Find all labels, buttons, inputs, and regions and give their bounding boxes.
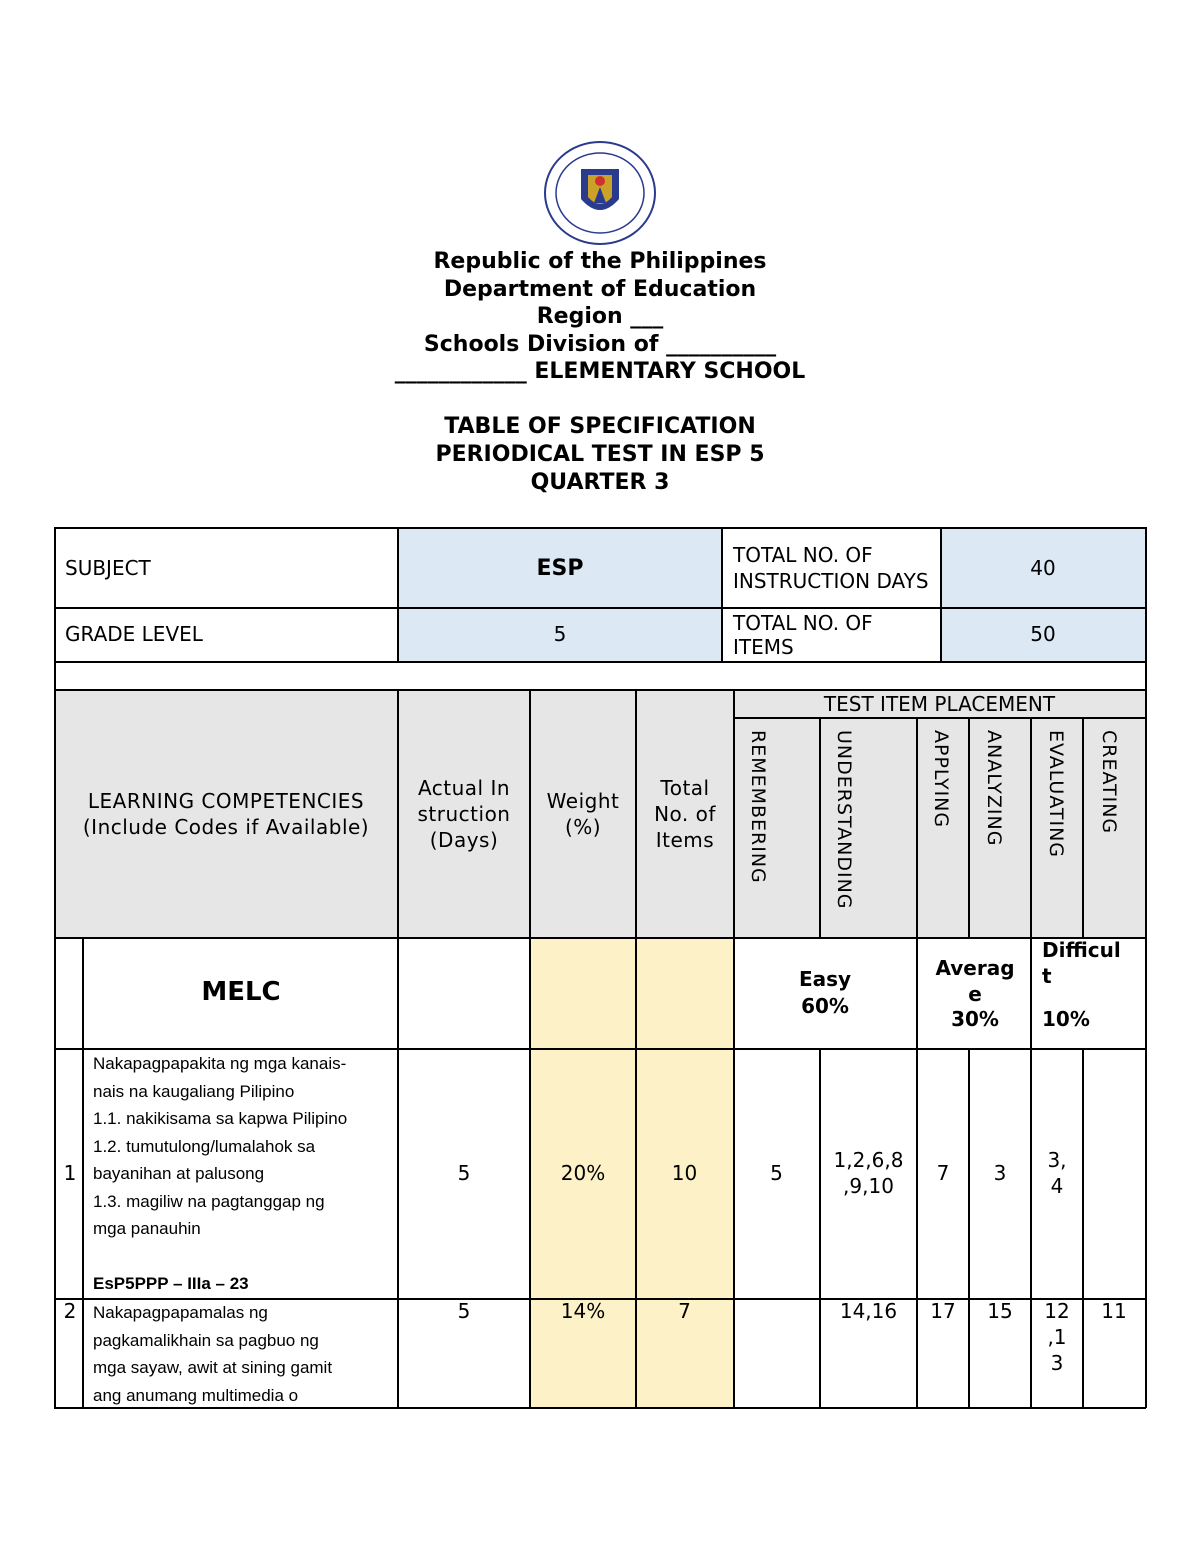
grid-line <box>916 717 918 937</box>
row1-understanding-b: ,9,10 <box>843 1174 894 1198</box>
row1-evaluating-a: 3, <box>1047 1148 1067 1172</box>
document-title <box>0 413 1200 497</box>
subject-value: ESP <box>536 555 584 581</box>
grade-label: GRADE LEVEL <box>65 622 203 646</box>
row2-comp-line: Nakapagpapamalas ng <box>93 1303 268 1322</box>
row2-competency <box>93 1299 332 1409</box>
row1-understanding-a: 1,2,6,8 <box>833 1148 904 1172</box>
deped-seal <box>544 141 656 245</box>
row2-days: 5 <box>457 1299 471 1323</box>
grid-line <box>819 1048 821 1408</box>
average-label-c: 30% <box>951 1007 999 1031</box>
grid-line <box>1082 1048 1084 1408</box>
row2-comp-line: mga sayaw, awit at sining gamit <box>93 1358 333 1377</box>
grid-line <box>82 937 84 1408</box>
row2-items: 7 <box>678 1299 691 1323</box>
row1-weight: 20% <box>560 1161 606 1185</box>
grid-line <box>54 527 1146 529</box>
row1-comp-line: 1.1. nakikisama sa kapwa Pilipino <box>93 1109 348 1128</box>
items-value: 50 <box>1030 622 1056 646</box>
row1-days: 5 <box>457 1161 471 1185</box>
grid-line <box>1030 937 1032 1408</box>
grid-line <box>54 1298 1146 1300</box>
items-label: TOTAL NO. OF ITEMS <box>733 610 873 659</box>
competencies-header: LEARNING COMPETENCIES (Include Codes if Available) <box>82 788 370 839</box>
grid-line <box>397 527 399 661</box>
row1-evaluating-b: 4 <box>1050 1174 1064 1198</box>
title-line-2: PERIODICAL TEST IN ESP 5 <box>435 442 765 467</box>
grid-line <box>819 717 821 937</box>
grid-line <box>54 1407 1146 1409</box>
grid-line <box>54 661 1146 663</box>
grid-line <box>54 689 1146 691</box>
grid-line <box>721 527 723 661</box>
level-remembering: REMEMBERING <box>747 730 769 884</box>
row1-applying: 7 <box>936 1161 950 1185</box>
grid-line <box>940 527 942 661</box>
row1-comp-line: 1.3. magiliw na pagtanggap ng <box>93 1191 325 1211</box>
row2-understanding: 14,16 <box>839 1299 898 1323</box>
header-line-department: Department of Education <box>443 276 757 302</box>
weight-header: Weight (%) <box>546 788 620 839</box>
average-label-a: Averag <box>935 956 1015 980</box>
grid-line <box>54 937 1146 939</box>
row2-creating: 11 <box>1101 1299 1127 1323</box>
difficult-label-a: Difficul <box>1042 938 1121 962</box>
row1-comp-line: bayanihan at palusong <box>93 1164 265 1183</box>
grid-line <box>968 717 970 937</box>
row2-evaluating-c: 3 <box>1050 1351 1064 1375</box>
header-line-division: Schools Division of __________ <box>423 331 777 357</box>
grid-line <box>54 527 56 1408</box>
header-line-school: ____________ ELEMENTARY SCHOOL <box>394 359 806 384</box>
grid-line <box>1082 717 1084 937</box>
level-applying: APPLYING <box>930 730 952 829</box>
row1-comp-line: nais na kaugaliang Pilipino <box>93 1081 295 1101</box>
document-header <box>0 248 1200 386</box>
level-evaluating: EVALUATING <box>1045 730 1067 858</box>
average-label-b: e <box>968 982 982 1006</box>
melc-label: MELC <box>201 977 281 1007</box>
test-item-placement-header: TEST ITEM PLACEMENT <box>823 691 1056 716</box>
grid-line <box>968 1048 970 1408</box>
row2-applying: 17 <box>930 1299 956 1323</box>
grid-line <box>1030 717 1032 937</box>
row1-competency <box>93 1050 347 1297</box>
header-line-republic: Republic of the Philippines <box>433 249 767 274</box>
row1-no: 1 <box>63 1161 77 1185</box>
row1-comp-line: 1.2. tumutulong/lumalahok sa <box>93 1136 316 1156</box>
days-label: TOTAL NO. OF INSTRUCTION DAYS <box>733 543 929 593</box>
subject-label: SUBJECT <box>65 555 151 580</box>
level-creating: CREATING <box>1098 730 1120 835</box>
row1-comp-line: mga panauhin <box>93 1219 201 1238</box>
row1-remembering: 5 <box>770 1161 783 1185</box>
grid-line <box>733 717 1146 719</box>
title-line-3: QUARTER 3 <box>530 470 670 495</box>
level-understanding: UNDERSTANDING <box>833 730 855 910</box>
row2-weight: 14% <box>560 1299 606 1323</box>
total-items-header: Total No. of Items <box>654 775 716 852</box>
row2-comp-line: ang anumang multimedia o <box>93 1385 299 1405</box>
grid-line <box>54 607 1146 609</box>
row2-evaluating-a: 12 <box>1044 1299 1070 1323</box>
grid-line <box>54 1048 1146 1050</box>
row1-code: EsP5PPP – IIIa – 23 <box>93 1273 249 1293</box>
row1-items: 10 <box>671 1161 698 1185</box>
row1-analyzing: 3 <box>993 1161 1007 1185</box>
row1-comp-line: Nakapagpapakita ng mga kanais- <box>93 1054 347 1073</box>
difficult-label-b: t <box>1042 964 1052 988</box>
grade-value: 5 <box>553 622 567 646</box>
row2-evaluating-b: ,1 <box>1047 1325 1067 1349</box>
title-line-1: TABLE OF SPECIFICATION <box>444 414 756 439</box>
actual-days-header: Actual Instruction (Days) <box>417 775 511 852</box>
grid-line <box>1145 527 1147 1408</box>
difficult-label-c: 10% <box>1042 1007 1090 1031</box>
header-line-region: Region ___ <box>536 304 664 329</box>
row2-comp-line: pagkamalikhain sa pagbuo ng <box>93 1330 319 1350</box>
row2-no: 2 <box>63 1299 77 1323</box>
days-value: 40 <box>1030 555 1056 580</box>
level-analyzing: ANALYZING <box>983 730 1005 847</box>
grid-line <box>916 937 918 1408</box>
row2-analyzing: 15 <box>987 1299 1013 1323</box>
easy-label: Easy 60% <box>798 967 852 1018</box>
